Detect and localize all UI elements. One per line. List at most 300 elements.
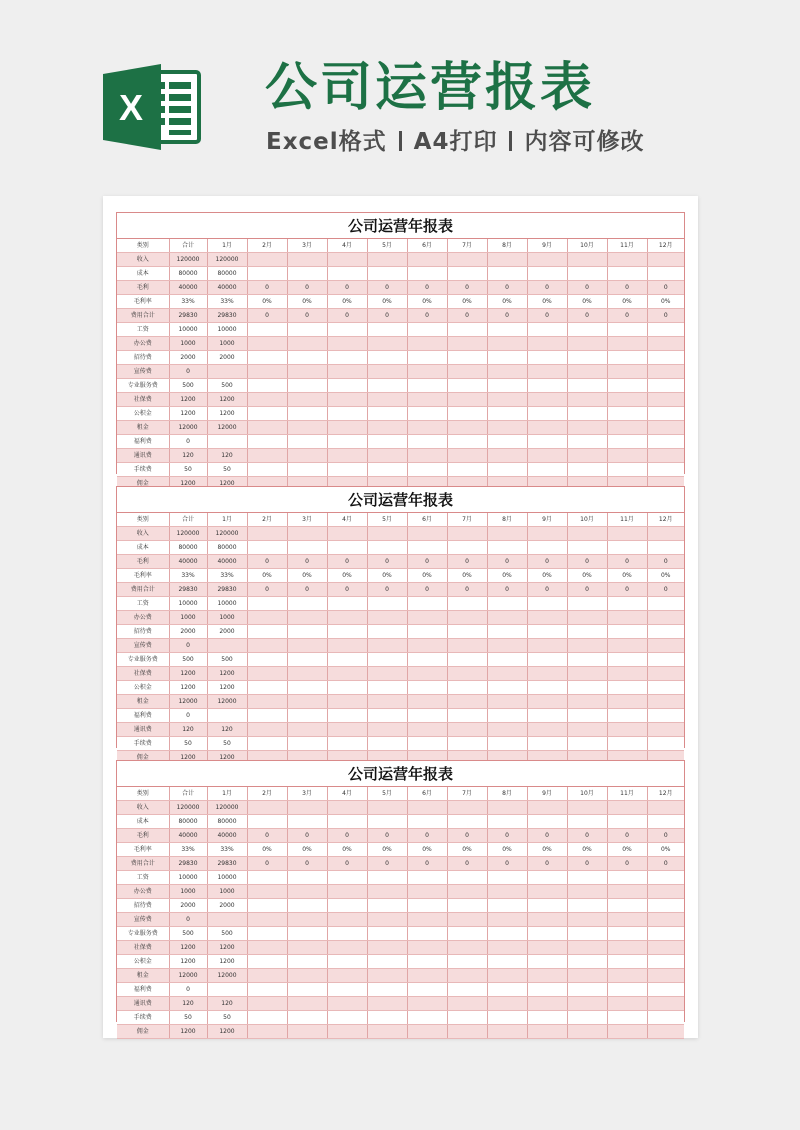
column-header[interactable]: 3月 [287,513,327,527]
row-total[interactable]: 10000 [169,597,207,611]
row-month-cell[interactable] [607,885,647,899]
row-month-cell[interactable] [487,723,527,737]
row-month-cell[interactable] [607,1025,647,1039]
row-total[interactable]: 1200 [169,681,207,695]
column-header[interactable]: 1月 [207,239,247,253]
row-month-cell[interactable] [567,449,607,463]
row-month-cell[interactable]: 0 [287,829,327,843]
row-month-cell[interactable]: 1200 [207,477,247,491]
row-month-cell[interactable] [527,463,567,477]
row-month-cell[interactable]: 0 [487,829,527,843]
row-month-cell[interactable]: 0 [247,857,287,871]
row-month-cell[interactable] [327,955,367,969]
row-month-cell[interactable] [247,253,287,267]
row-month-cell[interactable] [607,913,647,927]
row-month-cell[interactable] [607,955,647,969]
row-month-cell[interactable] [487,695,527,709]
row-month-cell[interactable]: 0 [607,309,647,323]
row-month-cell[interactable]: 0 [647,829,684,843]
row-month-cell[interactable]: 0% [607,295,647,309]
row-month-cell[interactable] [647,885,684,899]
row-label[interactable]: 工资 [117,871,169,885]
row-month-cell[interactable] [287,267,327,281]
row-month-cell[interactable] [247,611,287,625]
row-month-cell[interactable] [527,913,567,927]
row-month-cell[interactable]: 500 [207,927,247,941]
row-month-cell[interactable]: 0 [487,857,527,871]
row-month-cell[interactable] [607,737,647,751]
row-month-cell[interactable] [327,393,367,407]
row-month-cell[interactable] [527,393,567,407]
row-month-cell[interactable]: 0 [367,583,407,597]
row-month-cell[interactable] [287,421,327,435]
row-month-cell[interactable] [487,941,527,955]
row-month-cell[interactable] [447,597,487,611]
row-total[interactable]: 2000 [169,351,207,365]
row-label[interactable]: 手续费 [117,1011,169,1025]
row-total[interactable]: 0 [169,913,207,927]
row-label[interactable]: 毛利 [117,555,169,569]
row-month-cell[interactable]: 40000 [207,555,247,569]
row-month-cell[interactable] [447,611,487,625]
row-month-cell[interactable] [447,695,487,709]
row-month-cell[interactable] [487,885,527,899]
row-month-cell[interactable]: 0% [487,295,527,309]
row-month-cell[interactable] [647,1011,684,1025]
row-total[interactable]: 0 [169,435,207,449]
row-month-cell[interactable] [367,463,407,477]
row-month-cell[interactable] [567,653,607,667]
row-month-cell[interactable] [527,871,567,885]
row-month-cell[interactable] [327,681,367,695]
row-month-cell[interactable] [407,681,447,695]
row-month-cell[interactable] [647,541,684,555]
row-month-cell[interactable] [527,541,567,555]
row-month-cell[interactable] [447,801,487,815]
row-month-cell[interactable] [447,815,487,829]
row-month-cell[interactable] [367,421,407,435]
row-month-cell[interactable] [407,737,447,751]
row-month-cell[interactable] [327,871,367,885]
row-month-cell[interactable] [567,323,607,337]
row-month-cell[interactable] [447,969,487,983]
row-month-cell[interactable] [527,611,567,625]
row-month-cell[interactable] [407,463,447,477]
column-header[interactable]: 10月 [567,513,607,527]
row-month-cell[interactable]: 0% [287,295,327,309]
row-month-cell[interactable] [647,449,684,463]
row-total[interactable]: 1000 [169,885,207,899]
column-header[interactable]: 5月 [367,787,407,801]
row-month-cell[interactable] [567,421,607,435]
row-month-cell[interactable] [247,667,287,681]
row-month-cell[interactable]: 1200 [207,681,247,695]
row-month-cell[interactable] [287,253,327,267]
row-month-cell[interactable] [327,801,367,815]
row-month-cell[interactable] [487,1025,527,1039]
row-month-cell[interactable] [407,927,447,941]
row-month-cell[interactable]: 120 [207,449,247,463]
row-total[interactable]: 120000 [169,253,207,267]
row-month-cell[interactable]: 50 [207,463,247,477]
row-month-cell[interactable] [287,997,327,1011]
row-month-cell[interactable] [367,955,407,969]
row-month-cell[interactable]: 0 [607,829,647,843]
row-month-cell[interactable] [327,421,367,435]
row-month-cell[interactable] [647,337,684,351]
row-month-cell[interactable] [327,597,367,611]
row-month-cell[interactable] [327,885,367,899]
row-month-cell[interactable] [367,351,407,365]
row-total[interactable]: 12000 [169,695,207,709]
row-month-cell[interactable] [567,681,607,695]
row-month-cell[interactable] [527,983,567,997]
column-header[interactable]: 类别 [117,787,169,801]
row-month-cell[interactable] [567,253,607,267]
row-month-cell[interactable] [447,709,487,723]
row-month-cell[interactable] [607,723,647,737]
row-month-cell[interactable] [607,267,647,281]
row-total[interactable]: 50 [169,737,207,751]
row-month-cell[interactable] [367,379,407,393]
row-month-cell[interactable]: 0 [327,309,367,323]
row-month-cell[interactable] [527,969,567,983]
row-month-cell[interactable] [447,351,487,365]
row-month-cell[interactable] [487,611,527,625]
row-month-cell[interactable] [487,815,527,829]
column-header[interactable]: 3月 [287,239,327,253]
row-month-cell[interactable]: 0 [567,583,607,597]
row-month-cell[interactable] [367,365,407,379]
row-month-cell[interactable] [607,695,647,709]
row-total[interactable]: 10000 [169,871,207,885]
row-month-cell[interactable] [407,1011,447,1025]
row-total[interactable]: 1200 [169,751,207,765]
row-month-cell[interactable]: 33% [207,295,247,309]
row-month-cell[interactable] [247,927,287,941]
row-month-cell[interactable] [647,421,684,435]
row-month-cell[interactable] [487,899,527,913]
row-month-cell[interactable] [487,639,527,653]
row-month-cell[interactable] [527,365,567,379]
row-month-cell[interactable]: 10000 [207,323,247,337]
row-month-cell[interactable]: 0 [287,309,327,323]
row-month-cell[interactable] [487,323,527,337]
row-month-cell[interactable] [367,913,407,927]
row-month-cell[interactable]: 1200 [207,393,247,407]
row-month-cell[interactable] [647,695,684,709]
row-month-cell[interactable] [247,695,287,709]
row-month-cell[interactable] [567,801,607,815]
row-month-cell[interactable] [407,379,447,393]
row-month-cell[interactable] [527,379,567,393]
row-month-cell[interactable] [647,941,684,955]
row-month-cell[interactable]: 0 [447,281,487,295]
row-month-cell[interactable] [447,653,487,667]
row-month-cell[interactable] [447,955,487,969]
row-month-cell[interactable] [447,681,487,695]
row-month-cell[interactable] [247,527,287,541]
row-month-cell[interactable] [327,983,367,997]
row-label[interactable]: 毛利率 [117,843,169,857]
row-total[interactable]: 1000 [169,611,207,625]
row-month-cell[interactable] [647,253,684,267]
row-month-cell[interactable] [527,885,567,899]
row-month-cell[interactable] [367,983,407,997]
row-label[interactable]: 办公费 [117,337,169,351]
row-month-cell[interactable]: 1200 [207,667,247,681]
row-month-cell[interactable] [647,927,684,941]
row-month-cell[interactable] [527,253,567,267]
row-month-cell[interactable] [367,927,407,941]
row-month-cell[interactable] [647,737,684,751]
row-month-cell[interactable] [247,379,287,393]
column-header[interactable]: 9月 [527,787,567,801]
row-month-cell[interactable]: 0 [447,857,487,871]
row-month-cell[interactable] [407,625,447,639]
column-header[interactable]: 1月 [207,513,247,527]
row-month-cell[interactable] [607,639,647,653]
row-month-cell[interactable]: 0 [327,583,367,597]
row-month-cell[interactable] [367,709,407,723]
row-month-cell[interactable] [447,379,487,393]
row-month-cell[interactable] [327,969,367,983]
row-month-cell[interactable] [327,899,367,913]
row-month-cell[interactable]: 40000 [207,829,247,843]
row-month-cell[interactable]: 0% [407,569,447,583]
row-month-cell[interactable] [367,653,407,667]
row-total[interactable]: 50 [169,1011,207,1025]
row-month-cell[interactable] [567,1025,607,1039]
row-month-cell[interactable] [407,871,447,885]
row-label[interactable]: 佣金 [117,477,169,491]
row-month-cell[interactable] [407,941,447,955]
row-month-cell[interactable] [327,997,367,1011]
row-month-cell[interactable] [247,597,287,611]
row-month-cell[interactable]: 0% [527,295,567,309]
row-month-cell[interactable] [247,1025,287,1039]
column-header[interactable]: 5月 [367,513,407,527]
row-total[interactable]: 1200 [169,941,207,955]
row-month-cell[interactable] [287,639,327,653]
row-label[interactable]: 费用合计 [117,583,169,597]
column-header[interactable]: 6月 [407,513,447,527]
row-month-cell[interactable] [647,681,684,695]
row-total[interactable]: 12000 [169,969,207,983]
row-label[interactable]: 成本 [117,267,169,281]
row-month-cell[interactable] [327,913,367,927]
row-month-cell[interactable] [567,597,607,611]
row-month-cell[interactable] [567,815,607,829]
row-month-cell[interactable] [407,801,447,815]
row-month-cell[interactable] [567,365,607,379]
row-month-cell[interactable] [287,885,327,899]
row-month-cell[interactable] [567,667,607,681]
row-month-cell[interactable] [447,449,487,463]
row-label[interactable]: 招待费 [117,899,169,913]
row-month-cell[interactable] [567,463,607,477]
row-month-cell[interactable]: 33% [207,843,247,857]
row-month-cell[interactable] [327,337,367,351]
row-month-cell[interactable] [567,871,607,885]
column-header[interactable]: 4月 [327,787,367,801]
row-month-cell[interactable] [607,625,647,639]
row-label[interactable]: 公积金 [117,407,169,421]
row-month-cell[interactable] [247,449,287,463]
row-month-cell[interactable] [607,681,647,695]
row-month-cell[interactable] [527,653,567,667]
row-month-cell[interactable] [287,597,327,611]
row-month-cell[interactable] [447,625,487,639]
row-month-cell[interactable] [447,541,487,555]
row-month-cell[interactable] [327,267,367,281]
row-month-cell[interactable] [367,815,407,829]
row-month-cell[interactable] [247,941,287,955]
row-month-cell[interactable]: 0 [447,829,487,843]
row-month-cell[interactable] [287,337,327,351]
row-month-cell[interactable]: 0 [247,583,287,597]
row-month-cell[interactable] [567,913,607,927]
row-month-cell[interactable] [407,899,447,913]
row-month-cell[interactable] [487,997,527,1011]
row-month-cell[interactable] [407,709,447,723]
row-month-cell[interactable]: 0 [487,583,527,597]
row-total[interactable]: 33% [169,843,207,857]
row-total[interactable]: 2000 [169,625,207,639]
row-month-cell[interactable] [247,969,287,983]
row-month-cell[interactable]: 0 [367,281,407,295]
row-month-cell[interactable] [247,801,287,815]
row-month-cell[interactable] [447,267,487,281]
column-header[interactable]: 10月 [567,239,607,253]
row-month-cell[interactable] [367,1025,407,1039]
row-month-cell[interactable] [647,463,684,477]
row-month-cell[interactable]: 0 [287,857,327,871]
row-month-cell[interactable] [607,253,647,267]
row-month-cell[interactable] [607,899,647,913]
row-month-cell[interactable]: 500 [207,653,247,667]
row-month-cell[interactable] [407,639,447,653]
row-month-cell[interactable]: 0 [487,309,527,323]
row-month-cell[interactable] [287,801,327,815]
column-header[interactable]: 2月 [247,513,287,527]
row-month-cell[interactable] [527,527,567,541]
row-month-cell[interactable]: 0% [527,569,567,583]
row-month-cell[interactable] [287,625,327,639]
row-month-cell[interactable] [247,815,287,829]
row-month-cell[interactable]: 0 [567,309,607,323]
column-header[interactable]: 类别 [117,239,169,253]
row-month-cell[interactable] [247,407,287,421]
row-label[interactable]: 社保费 [117,667,169,681]
row-month-cell[interactable]: 0 [447,309,487,323]
row-month-cell[interactable] [527,323,567,337]
row-month-cell[interactable] [487,955,527,969]
row-month-cell[interactable] [407,955,447,969]
row-month-cell[interactable]: 0 [607,583,647,597]
column-header[interactable]: 11月 [607,513,647,527]
row-month-cell[interactable] [407,527,447,541]
row-month-cell[interactable] [407,597,447,611]
row-month-cell[interactable] [567,379,607,393]
row-month-cell[interactable] [407,723,447,737]
row-month-cell[interactable] [647,351,684,365]
row-month-cell[interactable]: 0% [407,295,447,309]
row-month-cell[interactable] [247,871,287,885]
column-header[interactable]: 8月 [487,513,527,527]
row-month-cell[interactable] [647,1025,684,1039]
row-month-cell[interactable] [527,955,567,969]
row-month-cell[interactable] [487,253,527,267]
row-month-cell[interactable]: 0 [247,309,287,323]
row-month-cell[interactable] [647,815,684,829]
row-label[interactable]: 收入 [117,253,169,267]
row-month-cell[interactable] [287,927,327,941]
row-month-cell[interactable] [367,337,407,351]
row-month-cell[interactable] [527,597,567,611]
row-month-cell[interactable]: 40000 [207,281,247,295]
row-month-cell[interactable]: 50 [207,737,247,751]
row-month-cell[interactable]: 0 [367,309,407,323]
row-month-cell[interactable] [527,625,567,639]
row-month-cell[interactable]: 0% [327,295,367,309]
row-label[interactable]: 福利费 [117,983,169,997]
row-month-cell[interactable] [407,815,447,829]
row-month-cell[interactable] [607,351,647,365]
row-month-cell[interactable]: 0 [527,281,567,295]
row-month-cell[interactable]: 0% [607,843,647,857]
row-month-cell[interactable] [487,407,527,421]
row-month-cell[interactable] [367,695,407,709]
row-month-cell[interactable] [327,253,367,267]
row-total[interactable]: 500 [169,653,207,667]
row-month-cell[interactable] [287,351,327,365]
row-month-cell[interactable]: 0 [247,281,287,295]
row-month-cell[interactable] [447,983,487,997]
row-total[interactable]: 33% [169,295,207,309]
row-month-cell[interactable] [327,625,367,639]
row-month-cell[interactable]: 0 [407,857,447,871]
row-month-cell[interactable] [207,365,247,379]
row-month-cell[interactable] [327,611,367,625]
row-label[interactable]: 手续费 [117,737,169,751]
row-month-cell[interactable]: 0 [607,281,647,295]
row-month-cell[interactable] [567,611,607,625]
row-month-cell[interactable] [367,393,407,407]
row-month-cell[interactable] [487,681,527,695]
row-month-cell[interactable]: 12000 [207,969,247,983]
row-month-cell[interactable]: 0 [647,309,684,323]
row-label[interactable]: 宣传费 [117,365,169,379]
row-month-cell[interactable] [607,365,647,379]
row-month-cell[interactable] [327,435,367,449]
row-month-cell[interactable] [487,379,527,393]
row-month-cell[interactable] [367,449,407,463]
row-month-cell[interactable] [487,393,527,407]
row-month-cell[interactable]: 1000 [207,885,247,899]
row-month-cell[interactable]: 0% [327,843,367,857]
row-month-cell[interactable] [447,1025,487,1039]
row-month-cell[interactable] [287,541,327,555]
row-month-cell[interactable]: 1200 [207,941,247,955]
row-month-cell[interactable] [567,885,607,899]
row-total[interactable]: 120 [169,449,207,463]
row-label[interactable]: 通讯费 [117,449,169,463]
row-month-cell[interactable] [407,435,447,449]
row-month-cell[interactable]: 80000 [207,267,247,281]
row-month-cell[interactable] [367,639,407,653]
row-month-cell[interactable]: 0 [527,555,567,569]
